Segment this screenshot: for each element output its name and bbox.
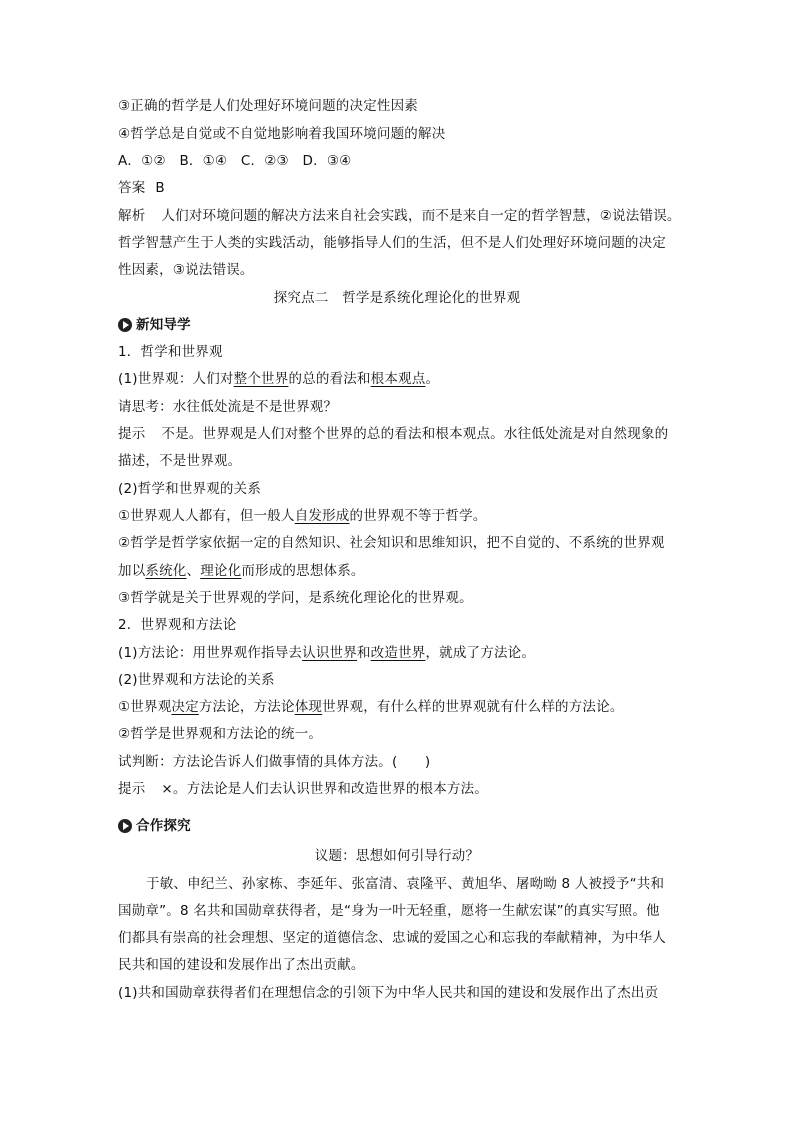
text-segment: 加以 — [118, 563, 146, 579]
answer-line — [118, 178, 165, 198]
answer-choices: A．①② B．①④ C．②③ D．③④ — [118, 153, 352, 169]
new-knowledge-heading — [118, 315, 191, 335]
case-para-line-4: 民共和国的建设和发展作出了杰出贡献。 — [118, 957, 365, 973]
case-para-line-3: 们都具有崇高的社会理想、坚定的道德信念、忠诚的爱国之心和忘我的奉献精神，为中华人 — [118, 930, 666, 946]
underlined-term: 改造世界 — [370, 645, 426, 661]
relation-2-line-1: ②哲学是哲学家依据一定的自然知识、社会知识和思维知识，把不自觉的、不系统的世界观 — [118, 535, 665, 551]
underlined-term: 决定 — [171, 699, 199, 715]
text-segment: 而形成的思想体系。 — [241, 563, 365, 579]
question-1: (1)共和国勋章获得者们在理想信念的引领下为中华人民共和国的建设和发展作出了杰出贡 — [118, 985, 659, 1001]
text-segment: ①世界观人人都有，但一般人 — [118, 508, 295, 524]
option-item-3: ③正确的哲学是人们处理好环境问题的决定性因素 — [118, 98, 419, 114]
text-segment: 和 — [356, 645, 371, 661]
text-segment: 的世界观不等于哲学。 — [349, 508, 487, 524]
underlined-term: 自发形成 — [294, 508, 350, 524]
play-icon — [118, 318, 132, 332]
underlined-term: 根本观点 — [370, 371, 426, 387]
think-question: 请思考：水往低处流是不是世界观？ — [118, 399, 338, 415]
case-para-line-1: 于敏、申纪兰、孙家栋、李延年、张富清、袁隆平、黄旭华、屠呦呦 8 人被授予“共和 — [146, 876, 665, 892]
hint-2 — [118, 779, 488, 799]
underlined-term: 系统化 — [145, 563, 187, 579]
judge-question: 试判断：方法论告诉人们做事情的具体方法。( ) — [118, 754, 431, 770]
analysis-line-3: 性因素，③说法错误。 — [118, 262, 254, 278]
analysis-text-1: 人们对环境问题的解决方法来自社会实践，而不是来自一定的哲学智慧，②说法错误。 — [161, 208, 681, 224]
worldview-definition — [118, 369, 439, 389]
text-segment: 。 — [425, 371, 440, 387]
relation-1 — [118, 506, 487, 526]
play-icon — [118, 819, 132, 833]
answer-label: 答案 — [118, 180, 146, 196]
hint-text: 不是。世界观是人们对整个世界的总的看法和根本观点。水往低处流是对自然现象的 — [161, 426, 669, 442]
underlined-term: 体现 — [294, 699, 323, 715]
text-segment: (1)方法论：用世界观作指导去 — [118, 645, 303, 661]
hint-label: 提示 — [118, 426, 146, 442]
topic-title: 议题：思想如何引导行动？ — [314, 848, 480, 864]
point-1-title: 1．哲学和世界观 — [118, 344, 223, 360]
relation-3: ③哲学就是关于世界观的学问，是系统化理论化的世界观。 — [118, 590, 473, 606]
analysis-line-1 — [118, 206, 681, 226]
point-2-2-title: (2)世界观和方法论的关系 — [118, 672, 275, 688]
text-segment: 、 — [186, 563, 201, 579]
method-relation-2: ②哲学是世界观和方法论的统一。 — [118, 726, 323, 742]
underlined-term: 理论化 — [200, 563, 242, 579]
cooperation-heading-text: 合作探究 — [136, 818, 191, 834]
text-segment: 世界观，有什么样的世界观就有什么样的方法论。 — [322, 699, 624, 715]
point-1-2-title: (2)哲学和世界观的关系 — [118, 481, 262, 497]
point-2-title: 2．世界观和方法论 — [118, 617, 237, 633]
analysis-line-2: 哲学智慧产生于人类的实践活动，能够指导人们的生活，但不是人们处理好环境问题的决定 — [118, 235, 666, 251]
hint-text: ×。方法论是人们去认识世界和改造世界的根本方法。 — [161, 781, 489, 797]
case-para-line-2: 国勋章”。8 名共和国勋章获得者，是“身为一叶无轻重，愿将一生献宏谋”的真实写照。他 — [118, 903, 660, 919]
hint-label: 提示 — [118, 781, 146, 797]
underlined-term: 认识世界 — [302, 645, 357, 661]
hint-1-line-1 — [118, 424, 668, 444]
text-segment: 的总的看法和 — [288, 371, 371, 387]
option-item-4: ④哲学总是自觉或不自觉地影响着我国环境问题的解决 — [118, 126, 446, 142]
analysis-label: 解析 — [118, 208, 146, 224]
text-segment: 方法论，方法论 — [198, 699, 295, 715]
underlined-term: 整个世界 — [233, 371, 289, 387]
cooperation-heading — [118, 816, 191, 836]
method-relation-1 — [118, 697, 624, 717]
hint-1-line-2: 描述，不是世界观。 — [118, 453, 242, 469]
relation-2-line-2 — [118, 561, 365, 581]
methodology-definition — [118, 643, 535, 663]
section-title: 探究点二 哲学是系统化理论化的世界观 — [273, 290, 521, 306]
answer-value: B — [155, 180, 165, 196]
text-segment: ①世界观 — [118, 699, 172, 715]
text-segment: ，就成了方法论。 — [425, 645, 536, 661]
new-knowledge-heading-text: 新知导学 — [136, 317, 191, 333]
text-segment: (1)世界观：人们对 — [118, 371, 234, 387]
